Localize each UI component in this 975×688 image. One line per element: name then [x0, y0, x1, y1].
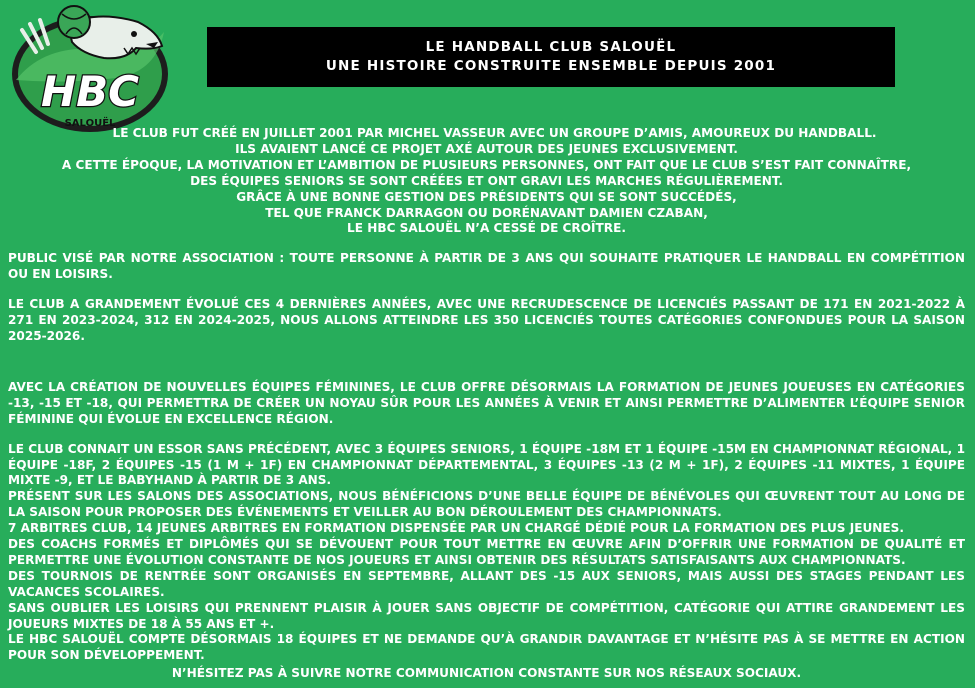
closing-line: N’HÉSITEZ PAS À SUIVRE NOTRE COMMUNICATION CONSTANTE SUR NOS RÉSEAUX SOCIAUX. [171, 666, 802, 681]
intro-line: TEL QUE FRANCK DARRAGON OU DORÉNAVANT DAMIEN CZABAN, [265, 205, 708, 220]
main-content [8, 126, 965, 682]
intro-line: GRÂCE À UNE BONNE GESTION DES PRÉSIDENTS QUI SE SONT SUCCÉDÉS, [236, 189, 737, 204]
feminine-paragraph: AVEC LA CRÉATION DE NOUVELLES ÉQUIPES FÉMININES, LE CLUB OFFRE DÉSORMAIS LA FORMATION DE JEUNES JOUEUSES EN CATÉGORIES -13, -15 ET -18, QUI PERMETTRA DE CRÉER UN NOYAU SÛR POUR LES ANNÉES À VENIR ET AINSI PERMETTRE D’ALIMENTER L’ÉQUIPE SENIOR FÉMININE QUI ÉVOLUE EN EXCELLENCE RÉGION. [8, 379, 965, 426]
intro-line: DES ÉQUIPES SENIORS SE SONT CRÉÉES ET ONT GRAVI LES MARCHES RÉGULIÈREMENT. [190, 173, 783, 188]
detail-paragraph: SANS OUBLIER LES LOISIRS QUI PRENNENT PLAISIR À JOUER SANS OBJECTIF DE COMPÉTITION, CATÉGORIE QUI ATTIRE GRANDEMENT LES JOUEURS MIXTES DE 18 À 55 ANS ET +. [8, 600, 965, 631]
title-line-2: UNE HISTOIRE CONSTRUITE ENSEMBLE DEPUIS 2001 [325, 58, 777, 74]
detail-paragraph: 7 ARBITRES CLUB, 14 JEUNES ARBITRES EN FORMATION DISPENSÉE PAR UN CHARGÉ DÉDIÉ POUR LA FORMATION DES PLUS JEUNES. [8, 521, 904, 536]
logo-text: HBC [41, 67, 139, 116]
intro-line: LE CLUB FUT CRÉÉ EN JUILLET 2001 PAR MICHEL VASSEUR AVEC UN GROUPE D’AMIS, AMOUREUX DU HANDBALL. [112, 126, 877, 140]
public-paragraph: PUBLIC VISÉ PAR NOTRE ASSOCIATION : TOUTE PERSONNE À PARTIR DE 3 ANS QUI SOUHAITE PRATIQUER LE HANDBALL EN COMPÉTITION OU EN LOISIRS. [8, 251, 965, 282]
evolution-paragraph: LE CLUB A GRANDEMENT ÉVOLUÉ CES 4 DERNIÈRES ANNÉES, AVEC UNE RECRUDESCENCE DE LICENCIÉS PASSANT DE 171 EN 2021-2022 À 271 EN 2023-2024, 312 EN 2024-2025, NOUS ALLONS ATTEINDRE LES 350 LICENCIÉS TOUTES CATÉGORIES CONFONDUES POUR LA SAISON 2025-2026. [8, 297, 965, 343]
detail-paragraph: LE CLUB CONNAIT UN ESSOR SANS PRÉCÉDENT, AVEC 3 ÉQUIPES SENIORS, 1 ÉQUIPE -18M ET 1 ÉQUIPE -15M EN CHAMPIONNAT RÉGIONAL, 1 ÉQUIPE -18F, 2 ÉQUIPES -15 (1 M + 1F) EN CHAMPIONNAT DÉPARTEMENTAL, 3 ÉQUIPES -13 (2 M + 1F), 2 ÉQUIPES -11 MIXTES, 1 ÉQUIPE MIXTE -9, ET LE BABYHAND À PARTIR DE 3 ANS. [8, 441, 965, 488]
intro-line: A CETTE ÉPOQUE, LA MOTIVATION ET L’AMBITION DE PLUSIEURS PERSONNES, ONT FAIT QUE LE CLUB S’EST FAIT CONNAÎTRE, [61, 157, 912, 172]
intro-line: ILS AVAIENT LANCÉ CE PROJET AXÉ AUTOUR DES JEUNES EXCLUSIVEMENT. [235, 141, 738, 156]
logo-subtext: SALOUËL [64, 118, 116, 129]
detail-paragraph: LE HBC SALOUËL COMPTE DÉSORMAIS 18 ÉQUIPES ET NE DEMANDE QU’À GRANDIR DAVANTAGE ET N’HÉSITE PAS À SE METTRE EN ACTION POUR SON DÉVELOPPEMENT. [8, 632, 965, 663]
detail-paragraph: DES COACHS FORMÉS ET DIPLÔMÉS QUI SE DÉVOUENT POUR TOUT METTRE EN ŒUVRE AFIN D’OFFRIR UNE FORMATION DE QUALITÉ ET PERMETTRE UNE ÉVOLUTION CONSTANTE DE NOS JOUEURS ET AINSI OBTENIR DES RÉSULTATS SATISFAISANTS AUX CHAMPIONNATS. [8, 537, 965, 567]
detail-paragraph: DES TOURNOIS DE RENTRÉE SONT ORGANISÉS EN SEPTEMBRE, ALLANT DES -15 AUX SENIORS, MAIS AUSSI DES STAGES PENDANT LES VACANCES SCOLAIRES. [8, 568, 965, 599]
club-logo [6, 2, 174, 134]
intro-block [8, 126, 965, 237]
detail-paragraph: PRÉSENT SUR LES SALONS DES ASSOCIATIONS, NOUS BÉNÉFICIONS D’UNE BELLE ÉQUIPE DE BÉNÉVOLES QUI ŒUVRENT TOUT AU LONG DE LA SAISON POUR PROPOSER DES ÉVÉNEMENTS ET VEILLER AU BON DÉROULEMENT DES CHAMPIONNATS. [8, 489, 965, 520]
title-line-1: LE HANDBALL CLUB SALOUËL [425, 39, 677, 55]
title-banner [207, 27, 895, 87]
intro-line: LE HBC SALOUËL N’A CESSÉ DE CROÎTRE. [347, 221, 626, 236]
